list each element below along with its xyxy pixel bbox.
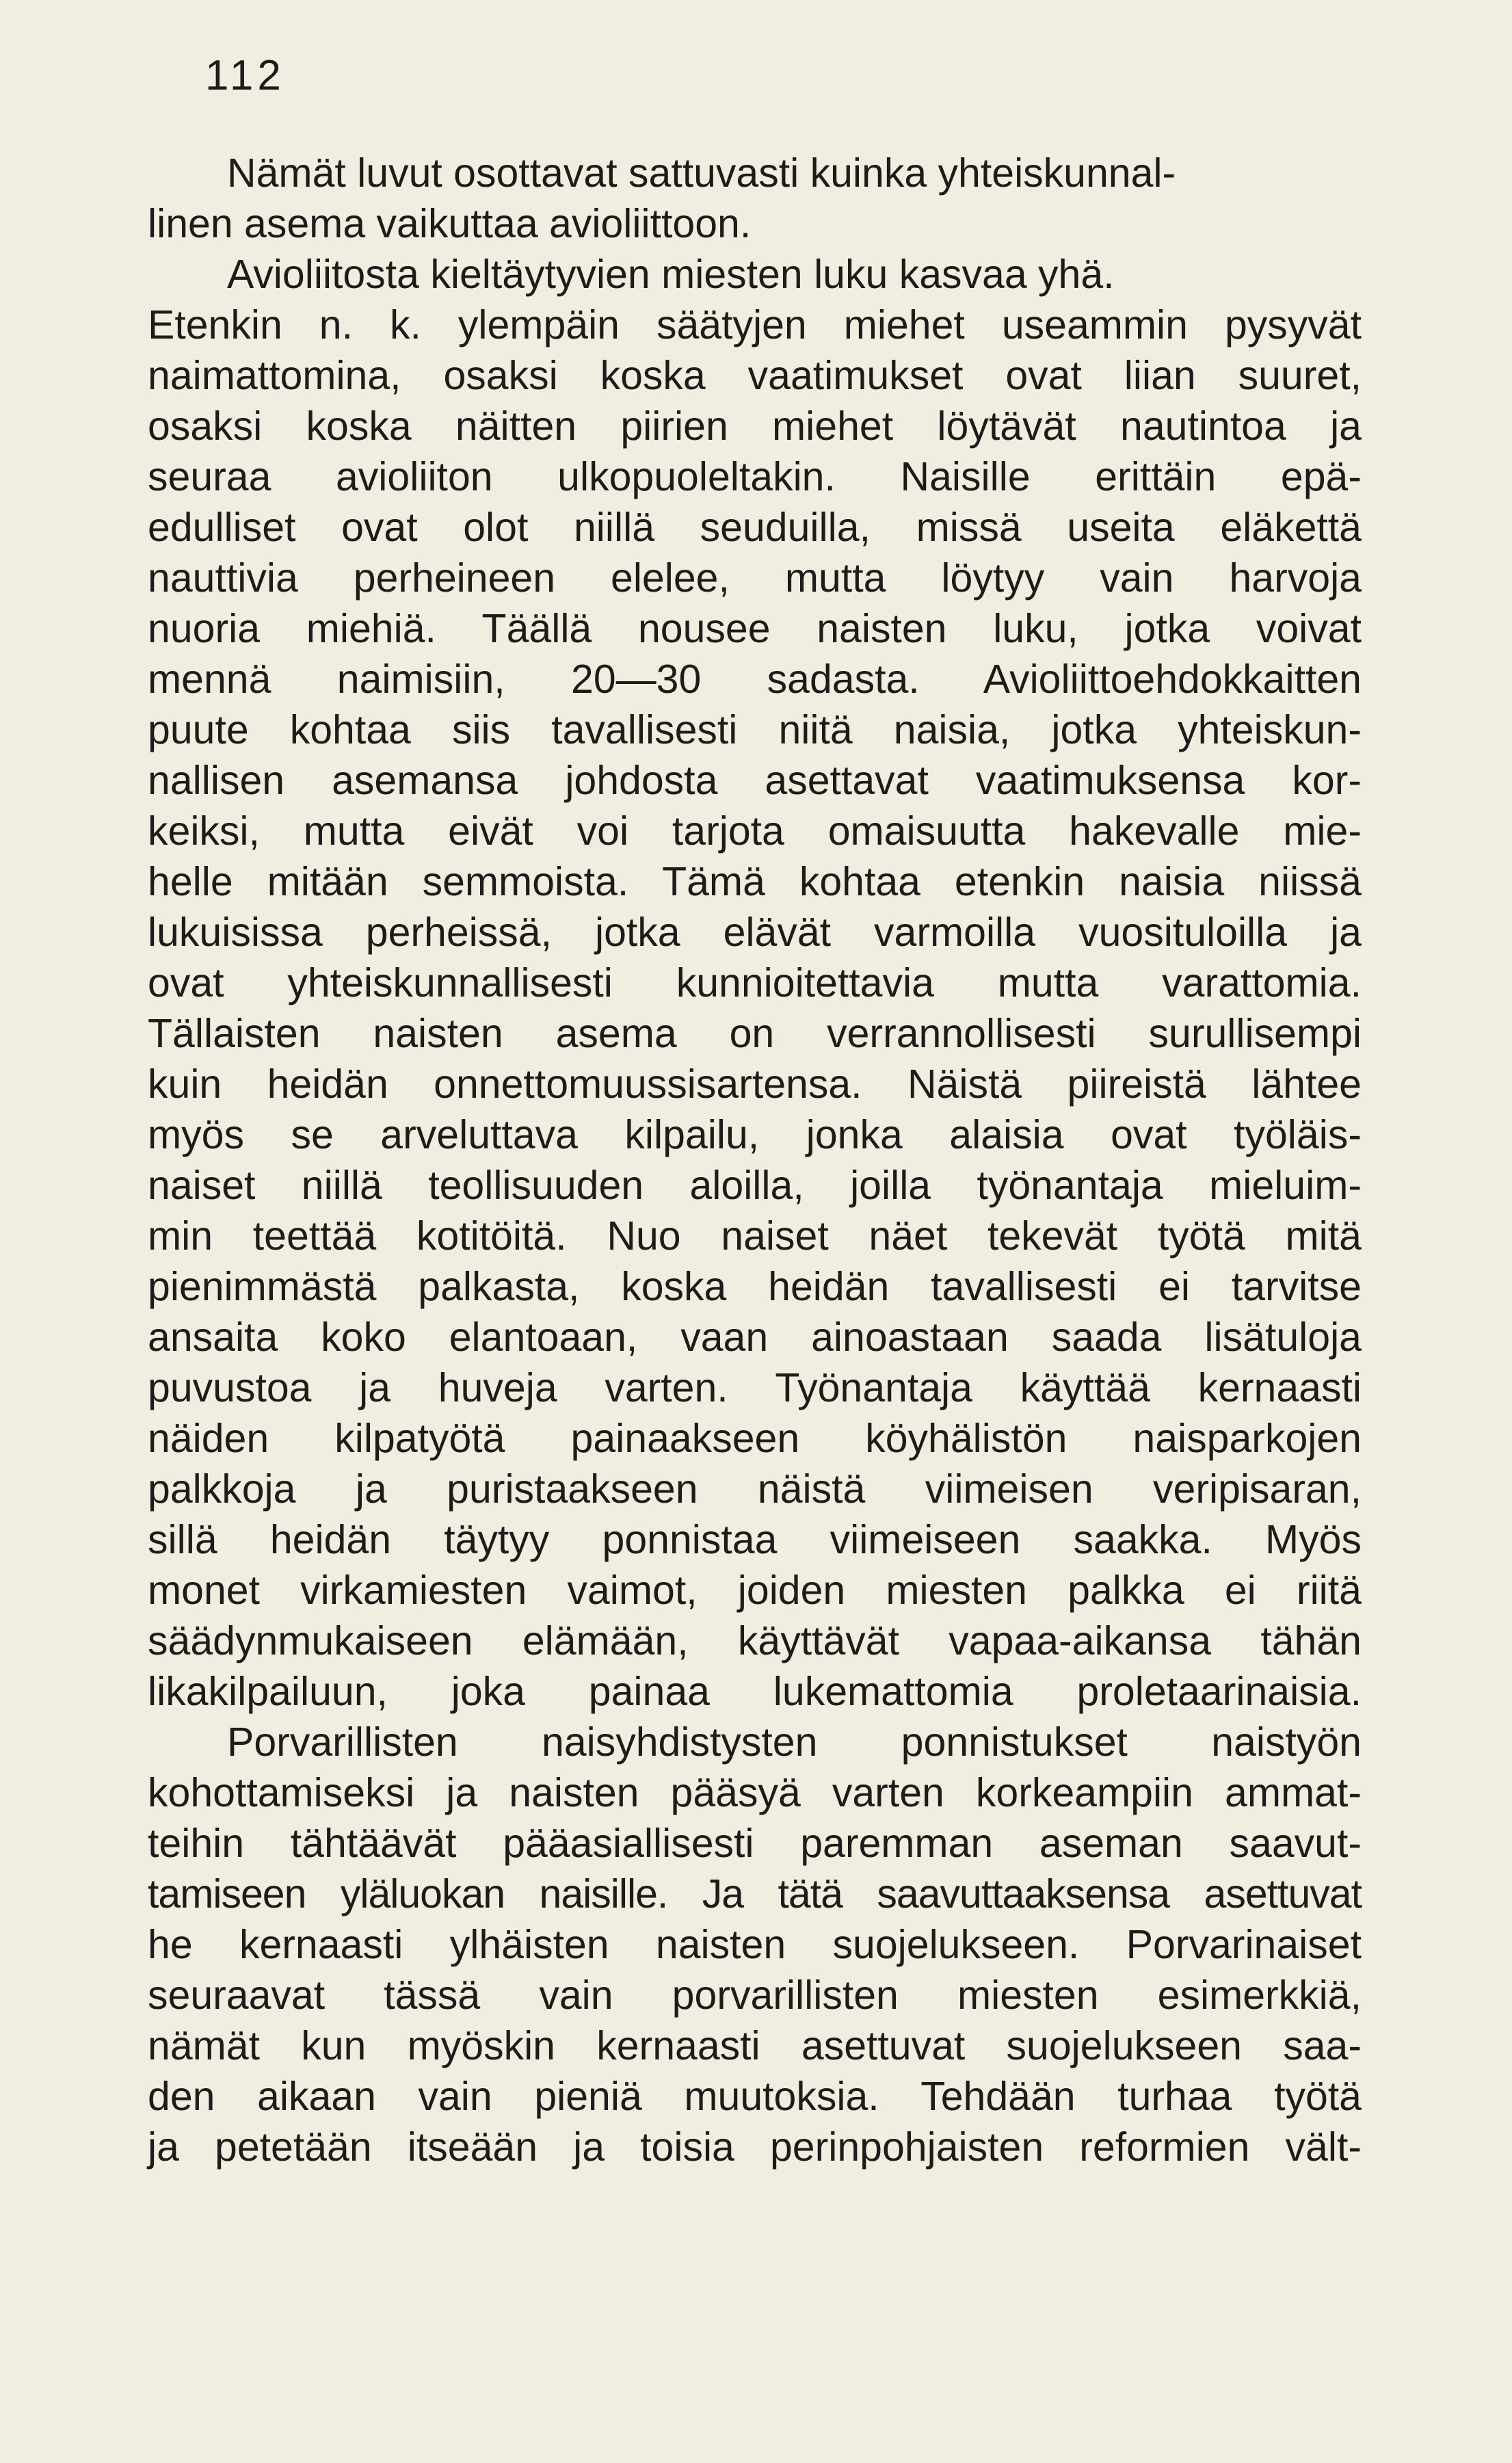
text-line: den aikaan vain pieniä muutoksia. Tehdään turhaa työtä [148, 2074, 1362, 2119]
text-line: nuoria miehiä. Täällä nousee naisten luku, jotka voivat [148, 606, 1362, 651]
text-line: edulliset ovat olot niillä seuduilla, missä useita eläkettä [148, 505, 1362, 550]
text-line: naimattomina, osaksi koska vaatimukset ovat liian suuret, [148, 353, 1362, 398]
text-line: he kernaasti ylhäisten naisten suojelukseen. Porvarinaiset [148, 1922, 1362, 1967]
text-line: puvustoa ja huveja varten. Työnantaja käyttää kernaasti [148, 1365, 1362, 1410]
text-line: myös se arveluttava kilpailu, jonka alaisia ovat työläis- [148, 1112, 1362, 1157]
text-line: nämät kun myöskin kernaasti asettuvat suojelukseen saa- [148, 2023, 1362, 2068]
text-line: likakilpailuun, joka painaa lukemattomia proletaarinaisia. [148, 1669, 1362, 1714]
text-line: tamiseen yläluokan naisille. Ja tätä saavuttaaksensa asettuvat [148, 1871, 1362, 1917]
text-line: Porvarillisten naisyhdistysten ponnistukset naistyön [227, 1720, 1362, 1765]
text-line: puute kohtaa siis tavallisesti niitä naisia, jotka yhteiskun- [148, 707, 1362, 752]
text-line: näiden kilpatyötä painaakseen köyhälistön naisparkojen [148, 1416, 1362, 1461]
text-line: säädynmukaiseen elämään, käyttävät vapaa-aikansa tähän [148, 1618, 1362, 1663]
text-line: helle mitään semmoista. Tämä kohtaa etenkin naisia niissä [148, 859, 1362, 904]
text-line: mennä naimisiin, 20—30 sadasta. Avioliittoehdokkaitten [148, 657, 1362, 702]
text-line: teihin tähtäävät pääasiallisesti paremman aseman saavut- [148, 1821, 1362, 1866]
text-line: seuraa avioliiton ulkopuoleltakin. Naisille erittäin epä- [148, 454, 1362, 499]
text-line: pienimmästä palkasta, koska heidän tavallisesti ei tarvitse [148, 1264, 1362, 1309]
text-line: nallisen asemansa johdosta asettavat vaatimuksensa kor- [148, 758, 1362, 803]
text-line: min teettää kotitöitä. Nuo naiset näet tekevät työtä mitä [148, 1213, 1362, 1259]
text-line: linen asema vaikuttaa avioliittoon. [148, 201, 752, 246]
text-line: kohottamiseksi ja naisten pääsyä varten korkeampiin ammat- [148, 1770, 1362, 1815]
text-line: Tällaisten naisten asema on verrannollisesti surullisempi [148, 1011, 1362, 1056]
text-line: ovat yhteiskunnallisesti kunnioitettavia mutta varattomia. [148, 960, 1362, 1005]
text-line: ansaita koko elantoaan, vaan ainoastaan saada lisätuloja [148, 1315, 1362, 1360]
page-number: 112 [205, 52, 285, 99]
text-line: naiset niillä teollisuuden aloilla, joilla työnantaja mieluim- [148, 1163, 1362, 1208]
text-line: Avioliitosta kieltäytyvien miesten luku kasvaa yhä. [227, 252, 1115, 297]
text-line: sillä heidän täytyy ponnistaa viimeiseen saakka. Myös [148, 1517, 1362, 1562]
text-line: Nämät luvut osottavat sattuvasti kuinka yhteiskunnal- [227, 150, 1176, 196]
text-line: keiksi, mutta eivät voi tarjota omaisuutta hakevalle mie- [148, 808, 1362, 854]
text-line: palkkoja ja puristaakseen näistä viimeisen veripisaran, [148, 1466, 1362, 1512]
text-line: monet virkamiesten vaimot, joiden miesten palkka ei riitä [148, 1568, 1362, 1613]
text-line: nauttivia perheineen elelee, mutta löytyy vain harvoja [148, 555, 1362, 601]
text-line: kuin heidän onnettomuussisartensa. Näistä piireistä lähtee [148, 1062, 1362, 1107]
text-line: lukuisissa perheissä, jotka elävät varmoilla vuosituloilla ja [148, 910, 1362, 955]
text-line: seuraavat tässä vain porvarillisten miesten esimerkkiä, [148, 1973, 1362, 2018]
text-line: osaksi koska näitten piirien miehet löytävät nautintoa ja [148, 404, 1362, 449]
text-line: Etenkin n. k. ylempäin säätyjen miehet useammin pysyvät [148, 302, 1362, 347]
text-line: ja petetään itseään ja toisia perinpohjaisten reformien vält- [148, 2124, 1362, 2170]
